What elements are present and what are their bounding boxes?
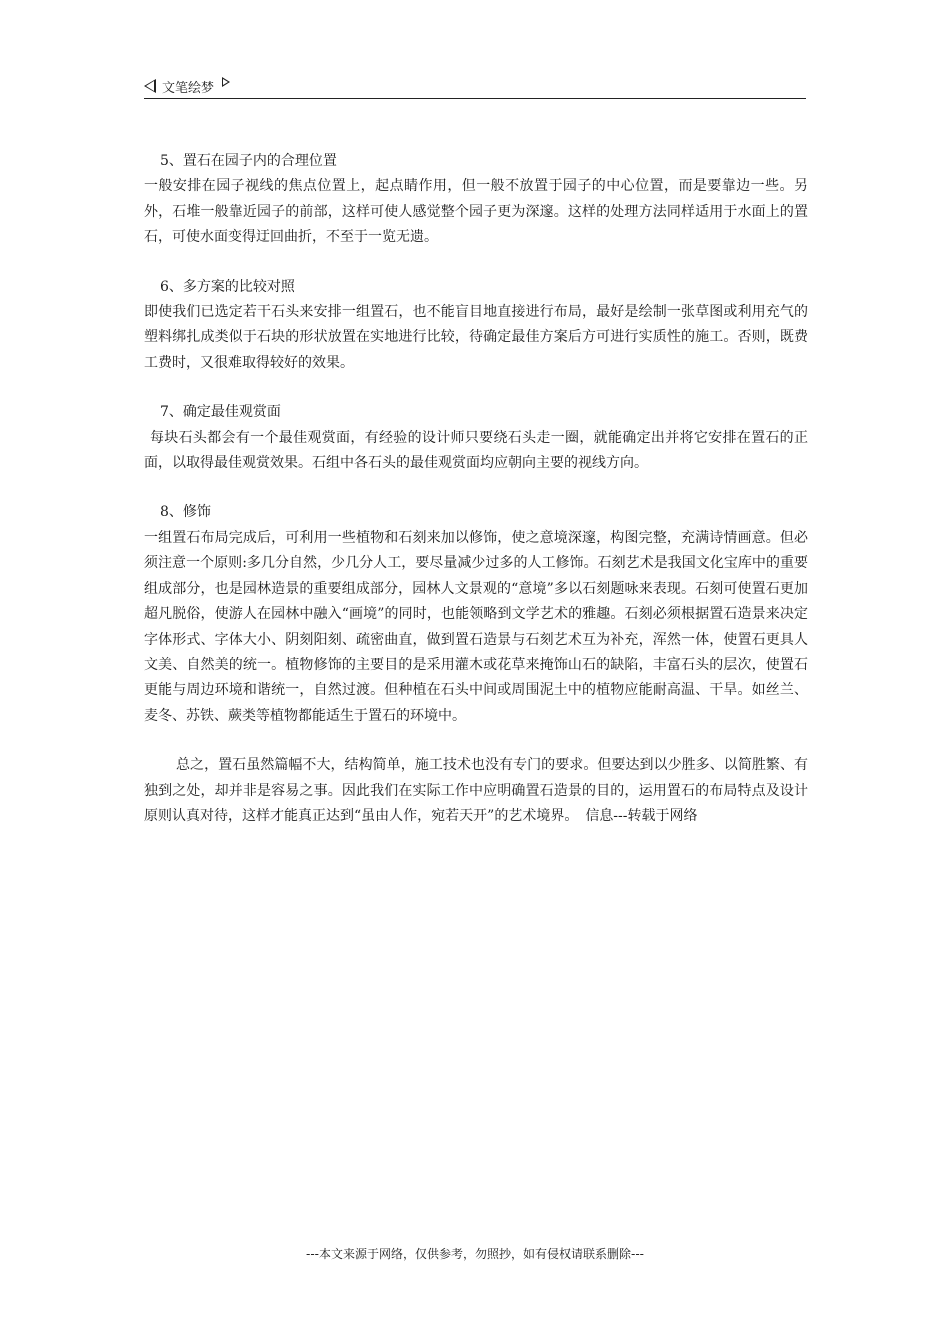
section-7 — [144, 400, 808, 476]
section-paragraph: 即使我们已选定若干石头来安排一组置石，也不能盲目地直接进行布局，最好是绘制一张草图或利用充气的塑料绑扎成类似于石块的形状放置在实地进行比较，待确定最佳方案后方可进行实质性的施工。否则，既费工费时，又很难取得较好的效果。 — [144, 304, 808, 371]
conclusion — [144, 753, 808, 829]
page-footer: ---本文来源于网络，仅供参考，勿照抄，如有侵权请联系删除--- — [306, 1247, 644, 1261]
section-paragraph: 一组置石布局完成后，可利用一些植物和石刻来加以修饰，使之意境深邃，构图完整，充满诗情画意。但必须注意一个原则:多几分自然，少几分人工，要尽量减少过多的人工修饰。石刻艺术是我国文化宝库中的重要组成部分，也是园林造景的重要组成部分，园林人文景观的“意境”多以石刻题咏来表现。石刻可使置石更加超凡脱俗，使游人在园林中融入“画境”的同时，也能领略到文学艺术的雅趣。石刻必须根据置石造景来决定字体形式、字体大小、阴刻阳刻、疏密曲直，做到置石造景与石刻艺术互为补充，浑然一体，使置石更具人文美、自然美的统一。植物修饰的主要目的是采用灌木或花草来掩饰山石的缺陷，丰富石头的层次，使置石更能与周边环境和谐统一，自然过渡。但种植在石头中间或周围泥土中的植物应能耐高温、干旱。如丝兰、麦冬、苏铁、蕨类等植物都能适生于置石的环境中。 — [144, 529, 808, 724]
section-5 — [144, 149, 808, 251]
document-body — [144, 149, 808, 853]
section-heading: 7、确定最佳观赏面 — [160, 404, 281, 421]
section-6 — [144, 275, 808, 377]
triangle-right-icon — [222, 77, 230, 87]
section-paragraph: 一般安排在园子视线的焦点位置上，起点睛作用，但一般不放置于园子的中心位置，而是要靠边一些。另外，石堆一般靠近园子的前部，这样可使人感觉整个园子更为深邃。这样的处理方法同样适用于水面上的置石，可使水面变得迂回曲折，不至于一览无遗。 — [144, 178, 808, 246]
section-paragraph: 每块石头都会有一个最佳观赏面，有经验的设计师只要绕石头走一圈，就能确定出并将它安排在置石的正面，以取得最佳观赏效果。石组中各石头的最佳观赏面均应朝向主要的视线方向。 — [144, 429, 808, 472]
section-heading: 5、置石在园子内的合理位置 — [160, 153, 337, 169]
header-title: 文笔绘梦 — [162, 80, 215, 96]
triangle-left-icon — [144, 79, 156, 93]
page-header — [144, 74, 806, 99]
conclusion-paragraph: 总之，置石虽然篇幅不大，结构简单，施工技术也没有专门的要求。但要达到以少胜多、以简胜繁、有独到之处，却并非是容易之事。因此我们在实际工作中应明确置石造景的目的，运用置石的布局特点及设计原则认真对待，这样才能真正达到“虽由人作，宛若天开”的艺术境界。 信息---转载于网络 — [144, 757, 808, 824]
section-heading: 8、修饰 — [160, 504, 211, 521]
section-heading: 6、多方案的比较对照 — [160, 278, 295, 295]
section-8 — [144, 500, 808, 729]
